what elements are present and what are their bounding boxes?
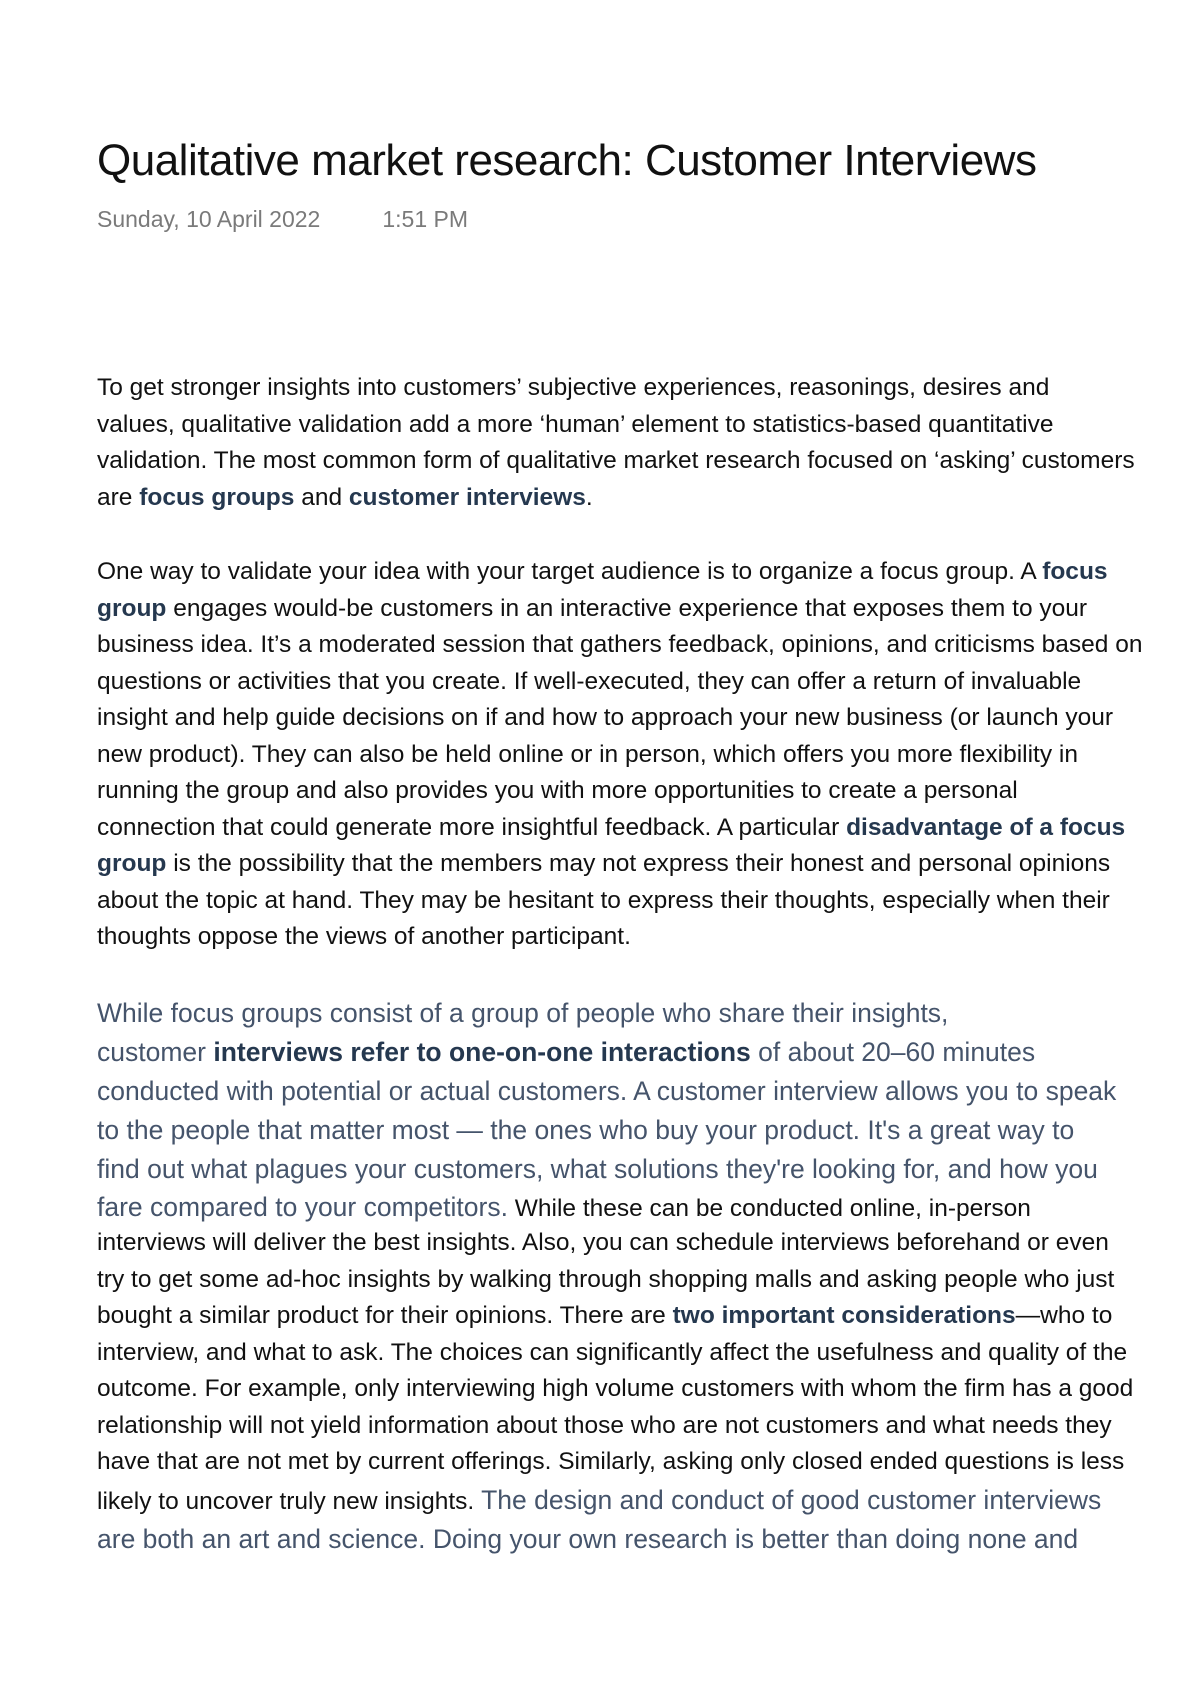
- text-line: questions or activities that you create. If well-executed, they can offer a return of invaluable: [97, 667, 1082, 695]
- keyword-focus-group: group: [97, 594, 167, 622]
- keyword-customer-interviews: customer interviews: [348, 483, 586, 511]
- text-line: new product). They can also be held online or in person, which offers you more flexibility in: [97, 740, 1078, 768]
- text-run: is the possibility that the members may not express their honest and personal opinions: [166, 850, 1111, 877]
- note-time: 1:51 PM: [382, 206, 469, 232]
- text-run: While these can be conducted online, in-person: [507, 1194, 1031, 1222]
- text-line: validation. The most common form of qualitative market research focused on ‘asking’ customers: [97, 447, 1135, 474]
- text-line: find out what plagues your customers, what solutions they're looking for, and how you: [97, 1153, 1098, 1184]
- text-line: [97, 846, 1200, 883]
- text-run: engages would-be customers in an interactive experience that exposes them to your: [166, 594, 1088, 622]
- text-line: have that are not met by current offerings. Similarly, asking only closed ended questions is less: [97, 1448, 1125, 1475]
- text-run: likely to uncover truly new insights.: [97, 1487, 475, 1515]
- text-line: [97, 1298, 1200, 1335]
- text-line: try to get some ad-hoc insights by walking through shopping malls and asking people who just: [97, 1265, 1115, 1293]
- text-line: conducted with potential or actual customers. A customer interview allows you to speak: [97, 1075, 1117, 1106]
- text-run: of about 20–60 minutes: [750, 1036, 1036, 1067]
- page-title: Qualitative market research: Customer Interviews: [97, 136, 1037, 185]
- text-line: are both an art and science. Doing your own research is better than doing none and: [97, 1523, 1079, 1554]
- note-date: Sunday, 10 April 2022: [97, 206, 321, 232]
- keyword-disadvantage: disadvantage of a focus: [846, 813, 1126, 841]
- text-run: customer: [97, 1036, 214, 1067]
- text-line: While focus groups consist of a group of people who share their insights,: [97, 997, 949, 1028]
- text-line: business idea. It’s a moderated session that gathers feedback, opinions, and criticisms based on: [97, 631, 1143, 658]
- text-line: [97, 554, 1200, 591]
- text-run: fare compared to your competitors.: [97, 1191, 508, 1222]
- text-line: to the people that matter most — the ones who buy your product. It's a great way to: [97, 1114, 1075, 1145]
- text-line: [97, 480, 1200, 517]
- text-line: values, qualitative validation add a more ‘human’ element to statistics-based quantitative: [97, 410, 1054, 438]
- text-line: [97, 1189, 1200, 1226]
- text-line: about the topic at hand. They may be hesitant to express their thoughts, especially when their: [97, 886, 1110, 914]
- text-line: interviews will deliver the best insights. Also, you can schedule interviews beforehand or even: [97, 1229, 1109, 1256]
- text-line: interview, and what to ask. The choices can significantly affect the usefulness and quality of the: [97, 1338, 1128, 1366]
- text-line: [97, 591, 1200, 628]
- text-run: The design and conduct of good customer interviews: [474, 1484, 1102, 1515]
- text-line: [97, 1481, 1200, 1520]
- text-line: outcome. For example, only interviewing high volume customers with whom the firm has a good: [97, 1375, 1134, 1402]
- text-run: are: [97, 483, 140, 511]
- text-run: —who to: [1015, 1302, 1113, 1329]
- paragraph-customer-interviews: [97, 994, 1200, 1559]
- text-line: To get stronger insights into customers’ subjective experiences, reasonings, desires and: [97, 374, 1050, 401]
- keyword-two-considerations: two important considerations: [672, 1302, 1016, 1329]
- text-run: One way to validate your idea with your target audience is to organize a focus group. A: [97, 558, 1043, 585]
- text-run: .: [585, 483, 593, 511]
- text-line: [97, 810, 1200, 847]
- text-line: insight and help guide decisions on if and how to approach your new business (or launch your: [97, 704, 1114, 731]
- note-body: [97, 370, 1200, 1559]
- text-run: connection that could generate more insightful feedback. A particular: [97, 813, 847, 841]
- paragraph-focus-groups: [97, 554, 1200, 956]
- text-line: thoughts oppose the views of another participant.: [97, 923, 631, 950]
- text-line: relationship will not yield information about those who are not customers and what needs they: [97, 1411, 1112, 1439]
- keyword-focus-group: focus: [1042, 558, 1108, 585]
- text-line: [97, 1033, 1200, 1072]
- note-metadata: [97, 206, 468, 233]
- text-run: and: [294, 483, 349, 511]
- keyword-focus-groups: focus groups: [139, 483, 295, 511]
- text-run: bought a similar product for their opinions. There are: [97, 1302, 673, 1329]
- text-line: running the group and also provides you with more opportunities to create a personal: [97, 777, 1018, 804]
- keyword-disadvantage: group: [97, 850, 167, 877]
- keyword-one-on-one: interviews refer to one-on-one interactions: [213, 1036, 751, 1067]
- paragraph-intro: [97, 370, 1200, 516]
